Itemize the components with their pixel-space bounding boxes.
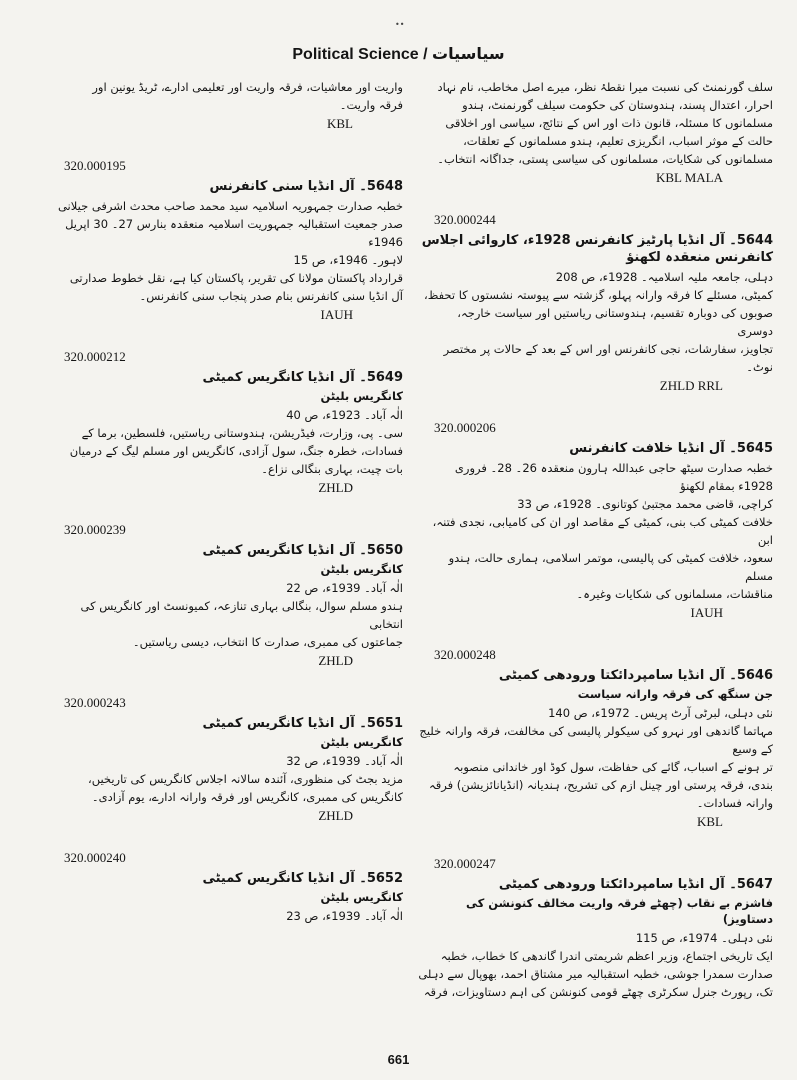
catalog-entry bbox=[418, 856, 773, 1001]
publication-info: الٰہ آباد۔ 1939ء، ص 22 bbox=[286, 581, 403, 595]
annotation-line: 1928ء بمقام لکھنؤ bbox=[680, 479, 773, 493]
annotation-line: کمیٹی، مسئلے کا فرقہ وارانہ پہلو، گزشتہ سے پیوستہ نشستوں کا تحفظ، bbox=[423, 288, 773, 302]
annotation-line: سلف گورنمنٹ کی نسبت میرا نقطۂ نظر، میرے اصل مخاطب، نام نہاد bbox=[437, 80, 773, 94]
entry-title-text: آل انڈیا کانگریس کمیٹی bbox=[202, 716, 355, 731]
location-code: IAUH bbox=[320, 307, 353, 322]
entry-title bbox=[418, 876, 773, 893]
annotation-line: احرار، اعتدال پسند، ہندوستان کی حکومت سیلف گورنمنٹ، ہندو bbox=[462, 98, 773, 112]
catalog-entry bbox=[418, 420, 773, 621]
header-urdu: سیاسیات bbox=[432, 44, 505, 63]
catalog-entry bbox=[418, 647, 773, 830]
annotation-line: بندی، فرقہ پرستی اور چینل ازم کی تشریح، ہندیانہ (انڈیانائزیشن) فرقہ bbox=[429, 778, 773, 792]
entry-title bbox=[48, 715, 403, 732]
classification-number: 320.000247 bbox=[434, 856, 496, 871]
classification-number: 320.000212 bbox=[64, 349, 126, 364]
annotation-line: تجاویز، سفارشات، نجی کانفرنس اور اس کے بعد کے حالات پر مختصر bbox=[443, 342, 773, 356]
entry-title bbox=[48, 542, 403, 559]
continuation-block bbox=[418, 78, 773, 186]
entry-title-text: آل انڈیا کانگریس کمیٹی bbox=[202, 370, 355, 385]
page-number: 661 bbox=[387, 1052, 410, 1067]
annotation-line: خلافت کمیٹی کب بنی، کمیٹی کے مقاصد اور ان کی کامیابی، نجدی فتنہ، ابن bbox=[432, 515, 773, 547]
continuation-block bbox=[48, 78, 403, 132]
classification-number: 320.000243 bbox=[64, 695, 126, 710]
header-english: Political Science bbox=[292, 46, 419, 63]
publication-info: الٰہ آباد۔ 1939ء، ص 23 bbox=[286, 909, 403, 923]
annotation-line: تک، رپورٹ جنرل سکرٹری چھٹے قومی کنونشن کی اہم دستاویزات، فرقہ bbox=[423, 985, 773, 999]
annotation-line: وارانہ فسادات۔ bbox=[696, 796, 773, 810]
entry-title bbox=[48, 369, 403, 386]
location-code: KBL bbox=[327, 116, 353, 131]
annotation-line: جماعتوں کی ممبری، صدارت کا انتخاب، دیسی ریاستیں۔ bbox=[132, 635, 403, 649]
annotation-line: کانگریس کی ممبری، کانگریس اور فرقہ وارانہ ادارے، یوم آزادی۔ bbox=[91, 790, 403, 804]
annotation-line: مسلمانوں کی شکایات، مسلمانوں کی سیاسی پستی، جداگانہ انتخاب۔ bbox=[437, 152, 773, 166]
entry-title-text: آل انڈیا کانگریس کمیٹی bbox=[202, 871, 355, 886]
catalog-entry bbox=[48, 158, 403, 323]
entry-title-text: آل انڈیا سنی کانفرنس bbox=[209, 179, 355, 194]
right-column bbox=[418, 78, 773, 1027]
entry-title bbox=[418, 440, 773, 457]
classification-number: 320.000240 bbox=[64, 850, 126, 865]
annotation-line: واریت اور معاشیات، فرقہ واریت اور تعلیمی ادارے، ٹریڈ یونین اور bbox=[92, 80, 403, 94]
annotation-line: سی۔ پی، وزارت، فیڈریشن، ہندوستانی ریاستیں، فلسطین، برما کے bbox=[81, 426, 403, 440]
entry-subtitle: فاشزم بے نقاب (چھٹے فرقہ واریت مخالف کنونشن کی دستاویز) bbox=[465, 896, 773, 926]
location-code: ZHLD bbox=[318, 808, 353, 823]
catalog-entry bbox=[48, 850, 403, 925]
annotation-line: حالت کے موثر اسباب، انگریزی تعلیم، ہندو مسلمانوں کے تعلقات، bbox=[463, 134, 773, 148]
annotation-line: خطبہ صدارت جمہوریہ اسلامیہ سید محمد صاحب محدث اشرفی جیلانی bbox=[57, 199, 403, 213]
annotation-line: فرقہ واریت۔ bbox=[339, 98, 403, 112]
annotation-line: لاہور۔ 1946ء، ص 15 bbox=[293, 253, 403, 267]
annotation-line: مسلمانوں کا مسئلہ، قانون ذات اور اس کے نتائج، سیاسی اور اخلاقی bbox=[445, 116, 773, 130]
location-code: KBL MALA bbox=[655, 170, 723, 185]
annotation-line: تر ہونے کے اسباب، گائے کی حفاظت، سول کوڈ اور خاندانی منصوبہ bbox=[453, 760, 773, 774]
catalog-entry bbox=[48, 522, 403, 669]
entry-number: 5650۔ bbox=[359, 543, 403, 558]
entry-title bbox=[418, 232, 773, 266]
entry-subtitle: کانگریس بلیٹن bbox=[320, 890, 403, 904]
location-code: KBL bbox=[697, 814, 723, 829]
location-code: IAUH bbox=[690, 605, 723, 620]
entry-number: 5647۔ bbox=[729, 877, 773, 892]
annotation-line: مہاتما گاندھی اور نہرو کی سیکولر پالیسی کی مخالفت، فرقہ وارانہ خلیج کے وسیع bbox=[419, 724, 773, 756]
classification-number: 320.000195 bbox=[64, 158, 126, 173]
location-code: ZHLD bbox=[318, 653, 353, 668]
annotation-line: صدر جمعیت استقبالیہ جمہوریت اسلامیہ منعقدہ بنارس 27۔ 30 اپریل bbox=[65, 217, 403, 231]
entry-title-text: آل انڈیا کانگریس کمیٹی bbox=[202, 543, 355, 558]
catalog-entry bbox=[48, 695, 403, 824]
annotation-line: قرارداد پاکستان مولانا کی تقریر، پاکستان کیا ہے، نقل خطوط صدارتی bbox=[69, 271, 403, 285]
entry-subtitle: کانگریس بلیٹن bbox=[320, 389, 403, 403]
annotation-line: آل انڈیا سنی کانفرنس بنام صدر پنجاب سنی کانفرنس۔ bbox=[139, 289, 403, 303]
annotation-line: صدارت سمدرا جوشی، خطبہ استقبالیہ میر مشتاق احمد، بھوپال سے دہلی bbox=[418, 967, 773, 981]
entry-subtitle: جن سنگھ کی فرقہ وارانہ سیاست bbox=[577, 687, 773, 701]
publication-info: الٰہ آباد۔ 1923ء، ص 40 bbox=[286, 408, 403, 422]
entry-subtitle: کانگریس بلیٹن bbox=[320, 735, 403, 749]
left-column bbox=[48, 78, 403, 951]
annotation-line: ہندو مسلم سوال، بنگالی بہاری تنازعہ، کمیونسٹ اور کانگریس کی انتخابی bbox=[80, 599, 403, 631]
annotation-line: کراچی، قاضی محمد مجتبیٰ کوتانوی۔ 1928ء، ص 33 bbox=[517, 497, 773, 511]
entry-title bbox=[418, 667, 773, 684]
entry-title-text: آل انڈیا خلافت کانفرنس bbox=[569, 441, 725, 456]
entry-number: 5646۔ bbox=[729, 668, 773, 683]
entry-title-text: آل انڈیا پارٹیز کانفرنس 1928ء، کاروائی اجلاس کانفرنس منعقدہ لکھنؤ bbox=[421, 233, 773, 265]
catalog-entry bbox=[48, 349, 403, 496]
header-separator: / bbox=[418, 46, 432, 63]
annotation-line: 1946ء bbox=[368, 235, 403, 249]
entry-subtitle: کانگریس بلیٹن bbox=[320, 562, 403, 576]
classification-number: 320.000206 bbox=[434, 420, 496, 435]
catalog-entry bbox=[418, 212, 773, 394]
annotation-line: سعود، خلافت کمیٹی کی پالیسی، موتمر اسلامی، ہماری حالت، ہندو مسلم bbox=[448, 551, 773, 583]
page-header bbox=[0, 44, 797, 64]
entry-number: 5645۔ bbox=[729, 441, 773, 456]
annotation-line: خطبہ صدارت سیٹھ حاجی عبداللہ ہارون منعقدہ 26۔ 28۔ فروری bbox=[454, 461, 773, 475]
entry-number: 5644۔ bbox=[729, 233, 773, 248]
entry-number: 5651۔ bbox=[359, 716, 403, 731]
annotation-line: فسادات، خطرہ جنگ، سول آزادی، کانگریس اور مسلم لیگ کے درمیان bbox=[69, 444, 403, 458]
entry-number: 5648۔ bbox=[359, 179, 403, 194]
annotation-line: نوٹ۔ bbox=[746, 360, 773, 374]
publication-info: نئی دہلی، لبرٹی آرٹ پریس۔ 1972ء، ص 140 bbox=[548, 706, 773, 720]
classification-number: 320.000244 bbox=[434, 212, 496, 227]
entry-title bbox=[48, 870, 403, 887]
classification-number: 320.000239 bbox=[64, 522, 126, 537]
classification-number: 320.000248 bbox=[434, 647, 496, 662]
entry-number: 5649۔ bbox=[359, 370, 403, 385]
annotation-line: مزید بجٹ کی منظوری، آئندہ سالانہ اجلاس کانگریس کی تاریخیں، bbox=[88, 772, 403, 786]
publication-info: نئی دہلی۔ 1974ء، ص 115 bbox=[635, 931, 773, 945]
entry-title-text: آل انڈیا سامپردائکتا ورودھی کمیٹی bbox=[498, 877, 725, 892]
top-mark: •• bbox=[395, 20, 405, 29]
publication-info: الٰہ آباد۔ 1939ء، ص 32 bbox=[286, 754, 403, 768]
entry-number: 5652۔ bbox=[359, 871, 403, 886]
entry-title bbox=[48, 178, 403, 195]
annotation-line: ایک تاریخی اجتماع، وزیر اعظم شریمتی اندرا گاندھی کا خطاب، خطبہ bbox=[440, 949, 773, 963]
entry-title-text: آل انڈیا سامپردائکتا ورودھی کمیٹی bbox=[498, 668, 725, 683]
publication-info: دہلی، جامعہ ملیہ اسلامیہ۔ 1928ء، ص 208 bbox=[555, 270, 773, 284]
location-code: ZHLD bbox=[318, 480, 353, 495]
location-code: ZHLD RRL bbox=[659, 378, 723, 393]
annotation-line: مناقشات، مسلمانوں کی شکایات وغیرہ۔ bbox=[576, 587, 773, 601]
annotation-line: صوبوں کی دوبارہ تقسیم، ہندوستانی ریاستیں اور سیاست خارجہ، دوسری bbox=[457, 306, 773, 338]
annotation-line: بات چیت، بہاری بنگالی نزاع۔ bbox=[261, 462, 403, 476]
